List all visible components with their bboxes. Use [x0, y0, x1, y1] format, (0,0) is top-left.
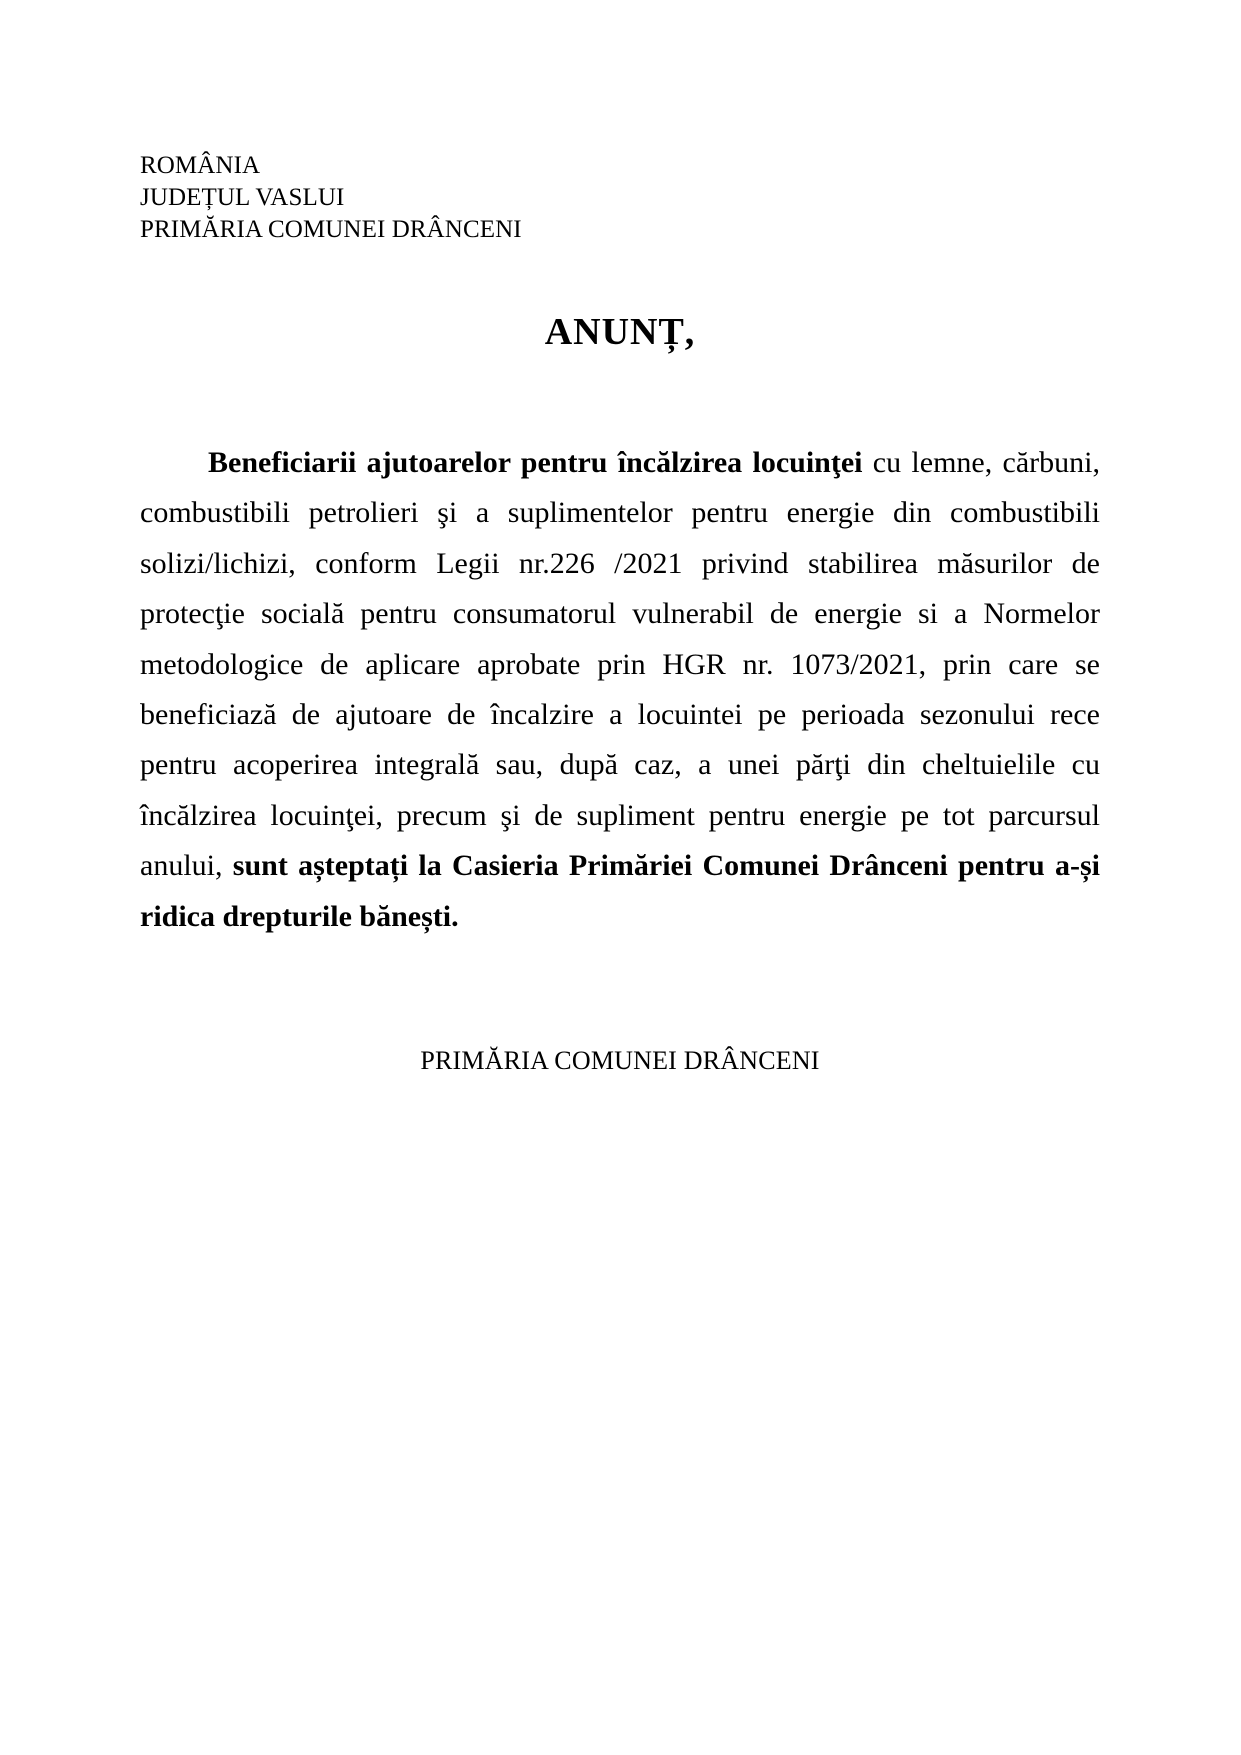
announcement-paragraph [140, 438, 1100, 942]
paragraph-lead-bold: Beneficiarii ajutoarelor pentru încălzirea locuinţei [208, 446, 863, 479]
paragraph-middle-text: cu lemne, cărbuni, combustibili petrolieri şi a suplimentelor pentru energie din combustibili solizi/lichizi, conform Legii nr.226 /2021 privind stabilirea măsurilor de protecţie socială pentru consumatorul vulnerabil de energie si a Normelor metodologice de aplicare aprobate prin HGR nr. 1073/2021, prin care se beneficiază de ajutoare de încalzire a locuintei pe perioada sezonului rece pentru acoperirea integrală sau, după caz, a unei părţi din cheltuielile cu încălzirea locuinţei, precum şi de supliment pentru energie pe tot parcursul anului, [140, 446, 1100, 883]
letterhead-institution: PRIMĂRIA COMUNEI DRÂNCENI [140, 216, 522, 243]
signature-line: PRIMĂRIA COMUNEI DRÂNCENI [420, 1045, 820, 1075]
letterhead [140, 150, 1100, 246]
page-title: ANUNȚ, [544, 311, 696, 353]
letterhead-county: JUDEȚUL VASLUI [140, 184, 345, 211]
document-content [140, 150, 1100, 1076]
letterhead-country: ROMÂNIA [140, 152, 261, 179]
paragraph-tail-bold: sunt așteptați la Casieria Primăriei Comunei Drânceni pentru a-și ridica drepturile bănești. [140, 849, 1100, 933]
